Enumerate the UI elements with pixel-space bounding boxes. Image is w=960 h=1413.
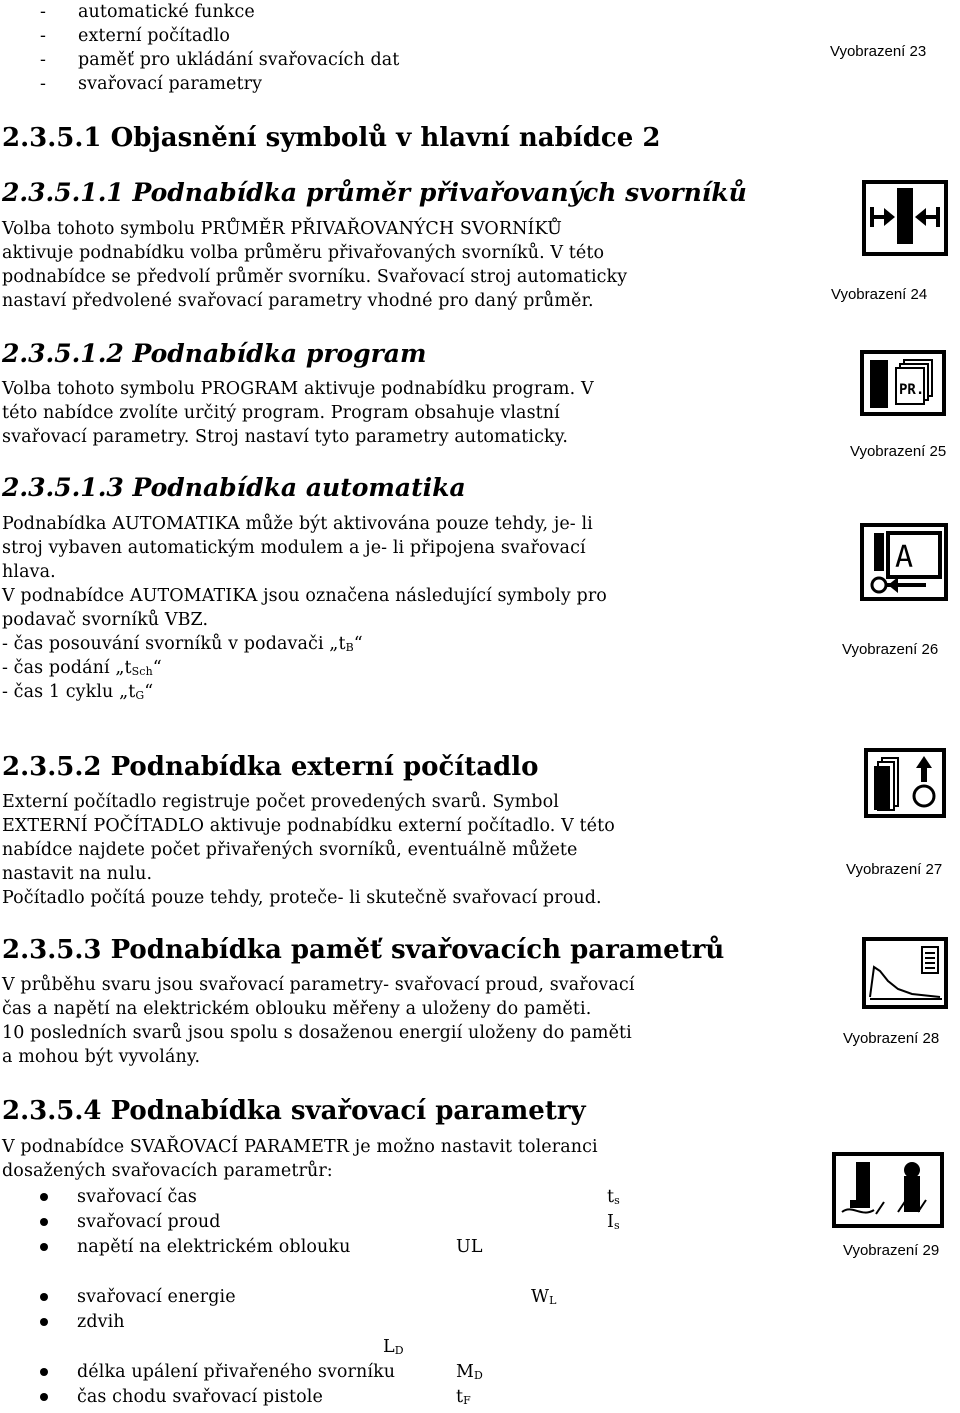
bullet xyxy=(40,1393,48,1401)
para-line: V průběhu svaru jsou svařovací parametry- svařovací proud, svařovací xyxy=(2,975,635,995)
para-line: 10 posledních svarů jsou spolu s dosaženou energií uloženy do paměti xyxy=(2,1023,632,1043)
caption-23: Vyobrazení 23 xyxy=(830,43,927,60)
para-line: hlava. xyxy=(2,562,56,582)
param-symbol: $t_s$ xyxy=(607,1187,620,1207)
param-symbol: UL xyxy=(456,1237,483,1257)
bullet xyxy=(40,1243,48,1251)
para-line: dosažených svařovacích parametrůr: xyxy=(2,1161,333,1181)
intro-item-text: externí počítadlo xyxy=(78,26,231,46)
time-line: - čas posouvání svorníků v podavači $„t_B“$ xyxy=(2,634,363,654)
heading-2354: 2.3.5.4 Podnabídka svařovací parametry xyxy=(2,1096,586,1126)
intro-item: - xyxy=(40,2,47,22)
stud-diameter-icon xyxy=(862,180,948,256)
param-label: délka upálení přivařeného svorníku xyxy=(77,1362,396,1382)
bullet xyxy=(40,1193,48,1201)
intro-item: - xyxy=(40,26,47,46)
automatic-icon xyxy=(860,523,948,601)
bullet xyxy=(40,1368,48,1376)
caption-29: Vyobrazení 29 xyxy=(843,1242,940,1259)
para-line: čas a napětí na elektrickém oblouku měřeny a uloženy do paměti. xyxy=(2,999,592,1019)
para-line: Podnabídka AUTOMATIKA může být aktivována pouze tehdy, je- li xyxy=(2,514,593,534)
para-line: Volba tohoto symbolu PRŮMĚR PŘIVAŘOVANÝCH SVORNÍKŮ xyxy=(2,219,562,239)
program-icon xyxy=(860,350,946,416)
para-line: Externí počítadlo registruje počet provedených svarů. Symbol xyxy=(2,792,559,812)
heading-2352: 2.3.5.2 Podnabídka externí počítadlo xyxy=(2,752,539,782)
param-label: napětí na elektrickém oblouku xyxy=(77,1237,351,1257)
heading-23512: 2.3.5.1.2 Podnabídka program xyxy=(2,339,427,368)
param-label: svařovací čas xyxy=(77,1187,197,1207)
param-symbol: $W_L$ xyxy=(531,1287,557,1307)
automatic-icon-label: A xyxy=(895,540,914,575)
welding-parameters-icon xyxy=(832,1152,944,1228)
para-line: V podnabídce SVAŘOVACÍ PARAMETR je možno nastavit toleranci xyxy=(2,1137,598,1157)
para-line: V podnabídce AUTOMATIKA jsou označena následující symboly pro xyxy=(2,586,607,606)
para-line: a mohou být vyvolány. xyxy=(2,1047,201,1067)
caption-27: Vyobrazení 27 xyxy=(846,861,943,878)
para-line: nabídce najdete počet přivařených svorníků, eventuálně můžete xyxy=(2,840,578,860)
param-symbol: $M_D$ xyxy=(456,1362,483,1382)
param-symbol: $I_s$ xyxy=(607,1212,620,1232)
bullet xyxy=(40,1293,48,1301)
time-line: - čas podání $„t_{Sch}“$ xyxy=(2,658,162,678)
heading-23513: 2.3.5.1.3 Podnabídka automatika xyxy=(2,473,466,502)
caption-25: Vyobrazení 25 xyxy=(850,443,947,460)
para-line: EXTERNÍ POČÍTADLO aktivuje podnabídku externí počítadlo. V této xyxy=(2,816,615,836)
bullet xyxy=(40,1218,48,1226)
para-line: nastaví předvolené svařovací parametry vhodné pro daný průměr. xyxy=(2,291,594,311)
para-line: Volba tohoto symbolu PROGRAM aktivuje podnabídku program. V xyxy=(2,379,594,399)
para-line: stroj vybaven automatickým modulem a je- li připojena svařovací xyxy=(2,538,586,558)
para-line: podavač svorníků VBZ. xyxy=(2,610,209,630)
intro-item-text: svařovací parametry xyxy=(78,74,263,94)
para-line: podnabídce se předvolí průměr svorníku. Svařovací stroj automaticky xyxy=(2,267,628,287)
para-line: Počítadlo počítá pouze tehdy, proteče- li skutečně svařovací proud. xyxy=(2,888,602,908)
caption-28: Vyobrazení 28 xyxy=(843,1030,940,1047)
para-line: této nabídce zvolíte určitý program. Program obsahuje vlastní xyxy=(2,403,560,423)
param-symbol: $L_D$ xyxy=(383,1337,404,1357)
para-line: aktivuje podnabídku volba průměru přivařovaných svorníků. V této xyxy=(2,243,605,263)
param-label: čas chodu svařovací pistole xyxy=(77,1387,323,1407)
param-label: svařovací energie xyxy=(77,1287,236,1307)
intro-item: - xyxy=(40,74,47,94)
caption-24: Vyobrazení 24 xyxy=(831,286,928,303)
param-symbol: $t_F$ xyxy=(456,1387,471,1407)
caption-26: Vyobrazení 26 xyxy=(842,641,939,658)
para-line: svařovací parametry. Stroj nastaví tyto parametry automaticky. xyxy=(2,427,569,447)
bullet xyxy=(40,1318,48,1326)
heading-2351: 2.3.5.1 Objasnění symbolů v hlavní nabídce 2 xyxy=(2,123,661,153)
param-label: svařovací proud xyxy=(77,1212,221,1232)
heading-2353: 2.3.5.3 Podnabídka paměť svařovacích parametrů xyxy=(2,935,725,965)
external-counter-icon xyxy=(864,748,946,818)
program-icon-label: PR. xyxy=(899,382,925,398)
intro-item-text: automatické funkce xyxy=(78,2,255,22)
heading-23511: 2.3.5.1.1 Podnabídka průměr přivařovaných svorníků xyxy=(2,178,747,207)
param-label: zdvih xyxy=(77,1312,125,1332)
intro-item: - xyxy=(40,50,47,70)
parameter-memory-icon xyxy=(862,937,948,1009)
intro-item-text: paměť pro ukládání svařovacích dat xyxy=(78,50,400,70)
time-line: - čas 1 cyklu $„t_G“$ xyxy=(2,682,154,702)
para-line: nastavit na nulu. xyxy=(2,864,153,884)
